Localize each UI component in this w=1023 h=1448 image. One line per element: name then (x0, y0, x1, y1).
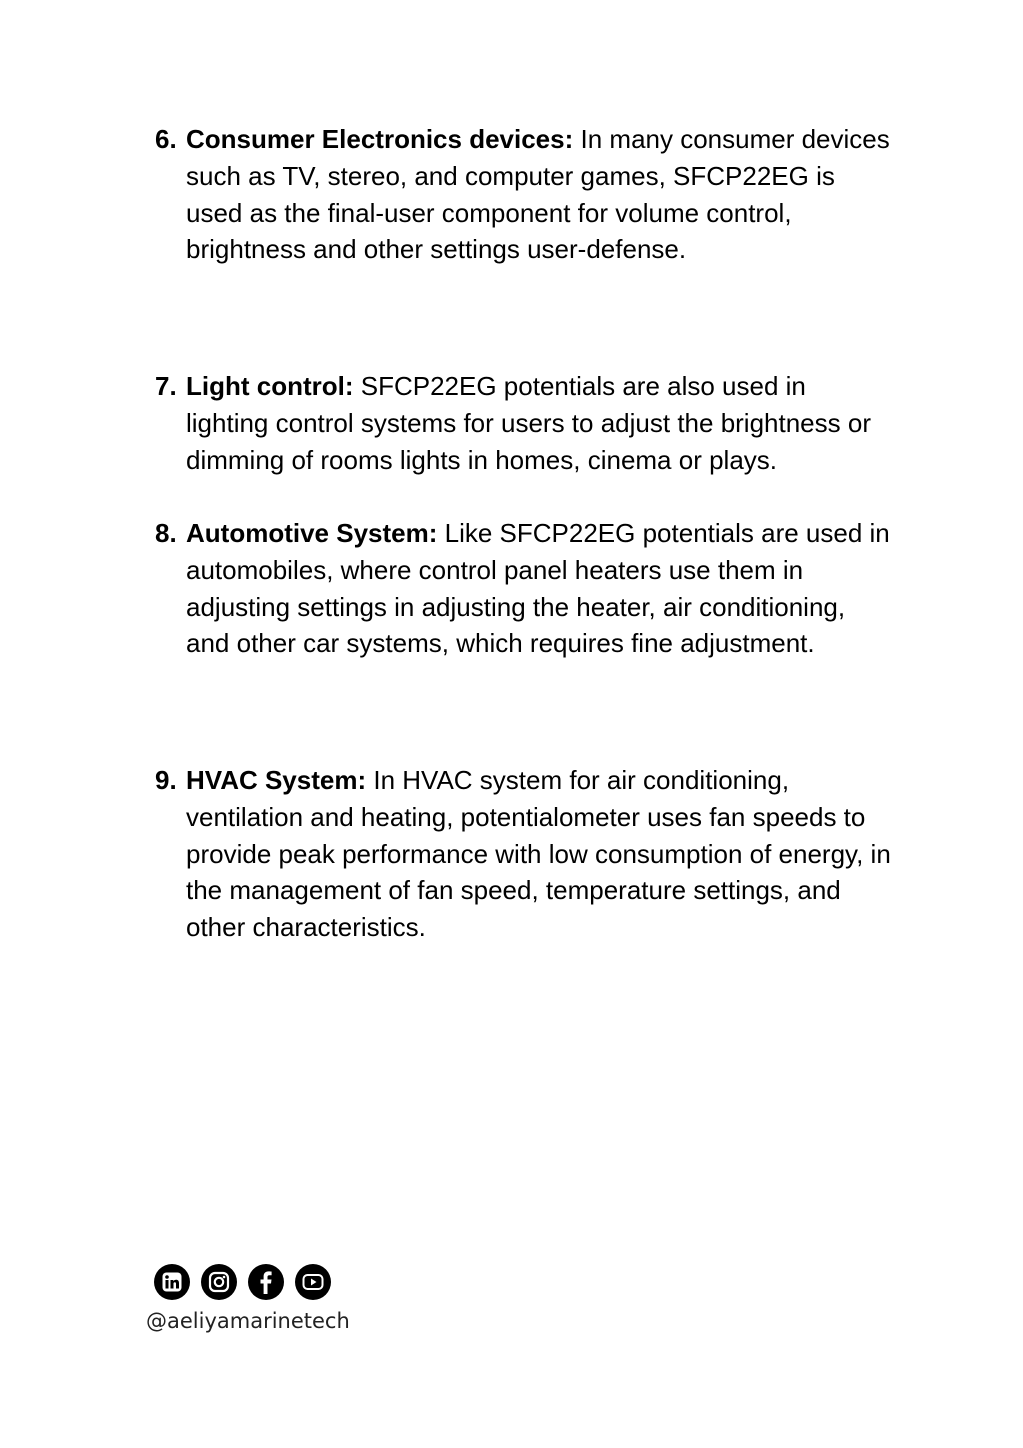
item-body (186, 515, 895, 662)
item-title: HVAC System: (186, 765, 367, 795)
item-body (186, 121, 895, 268)
item-number: 6. (155, 124, 177, 154)
item-text: In HVAC system for air conditioning, ventilation and heating, potentialometer uses fan speeds to provide peak performance with low consumption of energy, in the management of fan speed, temperature settings, and other characteristics. (186, 765, 891, 943)
item-number: 9. (155, 765, 177, 795)
list-item (155, 121, 895, 268)
item-title: Automotive System: (186, 518, 438, 548)
item-title: Consumer Electronics devices: (186, 124, 574, 154)
item-number: 7. (155, 371, 177, 401)
item-text: In many consumer devices such as TV, stereo, and computer games, SFCP22EG is used as the final-user component for volume control, brightness and other settings user-defense. (186, 124, 890, 265)
list-item (155, 368, 895, 478)
social-links (154, 1264, 331, 1300)
item-text: Like SFCP22EG potentials are used in automobiles, where control panel heaters use them in adjusting settings in adjusting the heater, air conditioning, and other car systems, which requires fine adjustment. (186, 518, 890, 659)
item-number: 8. (155, 518, 177, 548)
instagram-icon[interactable] (201, 1264, 237, 1300)
youtube-icon[interactable] (295, 1264, 331, 1300)
linkedin-icon[interactable] (154, 1264, 190, 1300)
item-body (186, 762, 895, 946)
list-item (155, 762, 895, 946)
facebook-icon[interactable] (248, 1264, 284, 1300)
item-text: SFCP22EG potentials are also used in lighting control systems for users to adjust the brightness or dimming of rooms lights in homes, cinema or plays. (186, 371, 871, 475)
item-body (186, 368, 895, 478)
list-item (155, 515, 895, 662)
social-handle: @aeliyamarinetech (146, 1309, 350, 1333)
item-title: Light control: (186, 371, 354, 401)
